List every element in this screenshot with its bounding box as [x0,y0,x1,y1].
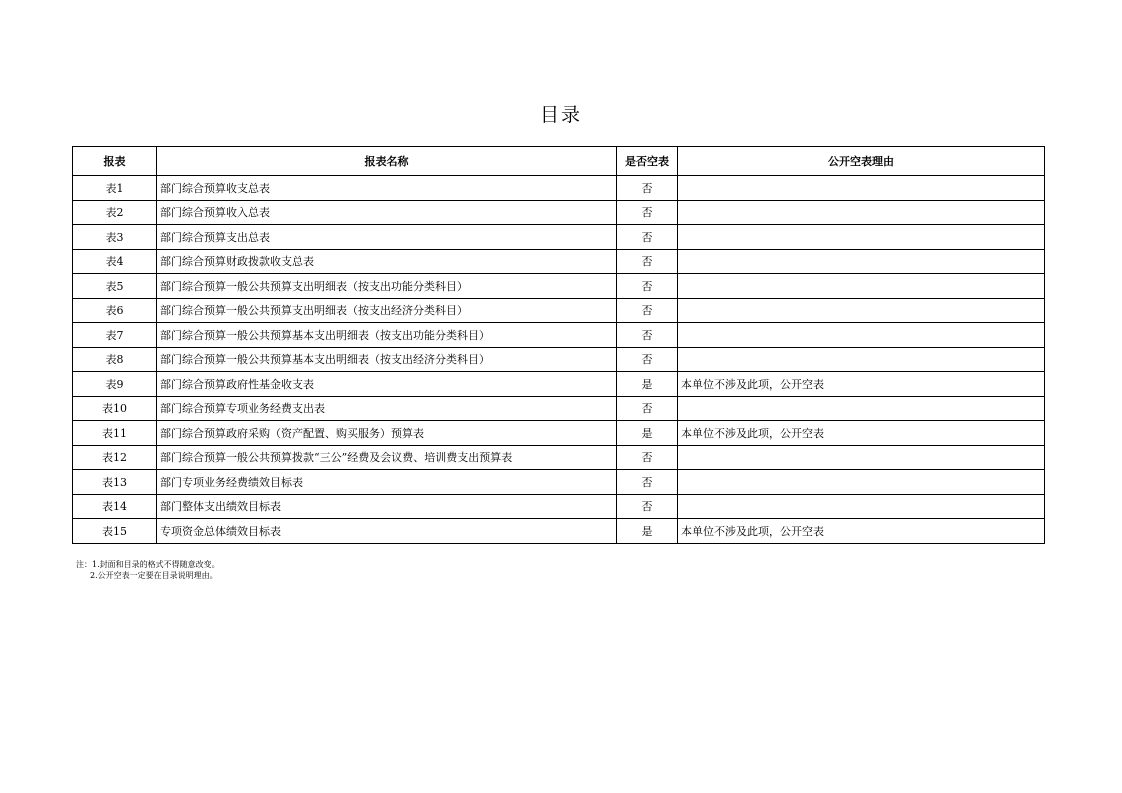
cell-is-empty: 是 [617,372,678,397]
cell-report-name: 部门综合预算专项业务经费支出表 [157,396,617,421]
table-row [73,298,1045,323]
cell-report-no: 表4 [73,249,157,274]
cell-is-empty: 否 [617,445,678,470]
table-header-row [73,147,1045,176]
note-line: 2.公开空表一定要在目录说明理由。 [90,571,218,580]
cell-report-no: 表14 [73,494,157,519]
table-row [73,274,1045,299]
cell-empty-reason [678,494,1045,519]
table-row [73,421,1045,446]
cell-report-no: 表13 [73,470,157,495]
cell-report-no: 表5 [73,274,157,299]
cell-empty-reason [678,176,1045,201]
table-row [73,200,1045,225]
cell-empty-reason [678,200,1045,225]
cell-is-empty: 否 [617,347,678,372]
cell-empty-reason [678,347,1045,372]
cell-report-no: 表2 [73,200,157,225]
header-report-no: 报表 [73,147,157,176]
cell-report-name: 部门综合预算政府性基金收支表 [157,372,617,397]
cell-report-name: 部门综合预算一般公共预算支出明细表（按支出经济分类科目） [157,298,617,323]
cell-is-empty: 否 [617,494,678,519]
cell-report-name: 部门综合预算一般公共预算基本支出明细表（按支出经济分类科目） [157,347,617,372]
cell-report-name: 部门综合预算一般公共预算基本支出明细表（按支出功能分类科目） [157,323,617,348]
cell-is-empty: 否 [617,470,678,495]
cell-report-no: 表15 [73,519,157,544]
cell-is-empty: 否 [617,225,678,250]
note-line: 注：1.封面和目录的格式不得随意改变。 [76,560,220,569]
cell-report-no: 表7 [73,323,157,348]
cell-is-empty: 否 [617,176,678,201]
cell-empty-reason [678,298,1045,323]
cell-is-empty: 否 [617,274,678,299]
table-row [73,249,1045,274]
cell-is-empty: 是 [617,519,678,544]
cell-report-name: 部门综合预算支出总表 [157,225,617,250]
cell-report-no: 表1 [73,176,157,201]
cell-report-no: 表8 [73,347,157,372]
table-row [73,519,1045,544]
cell-empty-reason [678,274,1045,299]
table-row [73,176,1045,201]
header-empty-reason: 公开空表理由 [678,147,1045,176]
cell-is-empty: 是 [617,421,678,446]
cell-report-name: 部门综合预算收入总表 [157,200,617,225]
table-row [73,445,1045,470]
cell-is-empty: 否 [617,323,678,348]
footnotes [76,559,220,581]
cell-report-no: 表9 [73,372,157,397]
cell-report-name: 部门综合预算一般公共预算支出明细表（按支出功能分类科目） [157,274,617,299]
cell-report-no: 表12 [73,445,157,470]
cell-empty-reason: 本单位不涉及此项，公开空表 [678,519,1045,544]
cell-report-no: 表11 [73,421,157,446]
cell-report-name: 部门综合预算政府采购（资产配置、购买服务）预算表 [157,421,617,446]
cell-report-name: 部门综合预算一般公共预算拨款“三公”经费及会议费、培训费支出预算表 [157,445,617,470]
cell-empty-reason: 本单位不涉及此项，公开空表 [678,421,1045,446]
cell-report-no: 表10 [73,396,157,421]
cell-empty-reason [678,396,1045,421]
table-row [73,225,1045,250]
header-report-name: 报表名称 [157,147,617,176]
cell-is-empty: 否 [617,396,678,421]
cell-is-empty: 否 [617,249,678,274]
page-title: 目录 [539,104,582,126]
cell-empty-reason [678,225,1045,250]
cell-is-empty: 否 [617,200,678,225]
cell-empty-reason [678,470,1045,495]
toc-table [72,146,1045,544]
cell-is-empty: 否 [617,298,678,323]
cell-empty-reason [678,445,1045,470]
table-body [73,176,1045,544]
cell-empty-reason [678,249,1045,274]
table-row [73,372,1045,397]
table-row [73,494,1045,519]
table-row [73,470,1045,495]
cell-report-name: 部门整体支出绩效目标表 [157,494,617,519]
cell-report-name: 部门综合预算财政拨款收支总表 [157,249,617,274]
table-row [73,323,1045,348]
cell-empty-reason: 本单位不涉及此项，公开空表 [678,372,1045,397]
table-row [73,347,1045,372]
cell-report-no: 表3 [73,225,157,250]
cell-report-name: 部门综合预算收支总表 [157,176,617,201]
cell-empty-reason [678,323,1045,348]
cell-report-name: 部门专项业务经费绩效目标表 [157,470,617,495]
cell-report-name: 专项资金总体绩效目标表 [157,519,617,544]
cell-report-no: 表6 [73,298,157,323]
table-row [73,396,1045,421]
header-is-empty: 是否空表 [617,147,678,176]
